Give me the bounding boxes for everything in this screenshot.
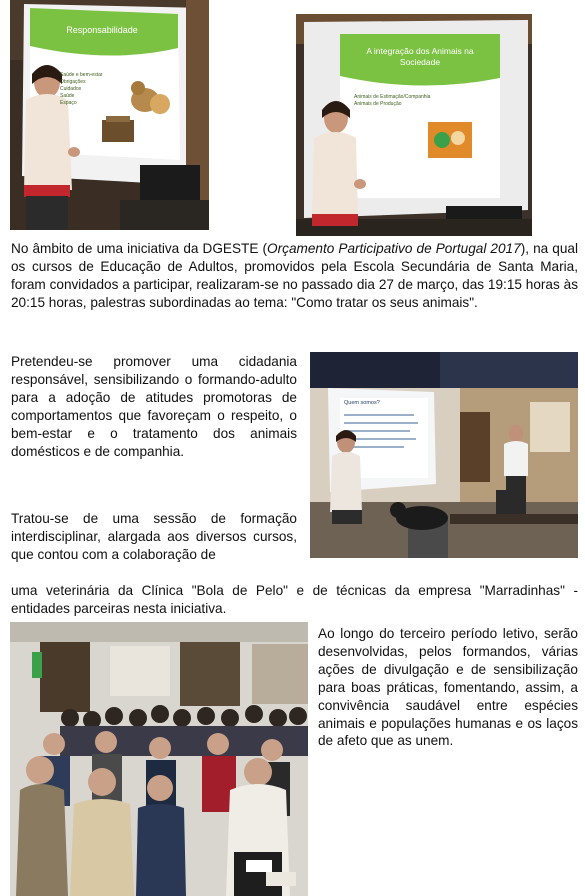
photo-4-illustration <box>10 622 308 896</box>
slide-title-responsabilidade: Responsabilidade <box>66 25 138 35</box>
photo-audience <box>10 622 308 896</box>
slide-bullet: Cuidados <box>60 86 82 92</box>
slide-title-quem-somos: Quem somos? <box>344 400 380 406</box>
photo-presenter-integracao <box>296 14 532 236</box>
slide-bullet: Espaço <box>60 100 77 106</box>
photo-presenter-responsabilidade <box>10 0 209 230</box>
paragraph-future-activities: Ao longo do terceiro período letivo, serão desenvolvidas, pelos formandos, várias ações de divulgação e de sensibilização para boas práticas, fomentando, assim, a convivência saudável entre espécies animais e populações humanas e os laços de afeto que as unem. <box>318 626 578 749</box>
paragraph-session-narrow: Tratou-se de uma sessão de formação interdisciplinar, alargada aos diversos cursos, que contou com a colaboração de <box>11 511 297 562</box>
slide-bullets-1 <box>60 72 120 107</box>
intro-text-end: ), na qual os cursos de Educação de Adultos, promovidos pela Escola Secundária de Santa Maria, foram convidados a participar, realizaram-se no passado dia 27 de março, das 19:15 horas às 20:15 horas, palestras subordinadas ao tema: "Como tratar os seus animais". <box>11 241 578 310</box>
slide-bullet: Animais de Estimação/Companhia <box>354 94 431 100</box>
slide-bullets-2 <box>354 94 434 108</box>
photo-3-illustration <box>310 352 578 558</box>
slide-bullet: Obrigações <box>60 79 86 85</box>
intro-italic-program: Orçamento Participativo de Portugal 2017 <box>267 241 521 256</box>
slide-bullet: Saúde <box>60 93 75 99</box>
paragraph-objective: Pretendeu-se promover uma cidadania responsável, sensibilizando o formando-adulto para a adoção de atitudes promotoras de comportamentos que favoreçam o respeito, o bem-estar e o tratamento dos animais domésticos e de companhia. <box>11 354 297 459</box>
paragraph-session-wide: uma veterinária da Clínica "Bola de Pelo" e de técnicas da empresa "Marradinhas" - entidades parceiras nesta iniciativa. <box>11 583 578 616</box>
slide-bullet: Animais de Produção <box>354 101 402 107</box>
photo-veterinarian-session <box>310 352 578 558</box>
slide-title-integracao: A integração dos Animais na Sociedade <box>366 46 474 67</box>
intro-text-start: No âmbito de uma iniciativa da DGESTE ( <box>11 241 268 256</box>
paragraph-intro <box>11 240 578 312</box>
slide-bullet: Saúde e bem-estar <box>60 72 103 78</box>
